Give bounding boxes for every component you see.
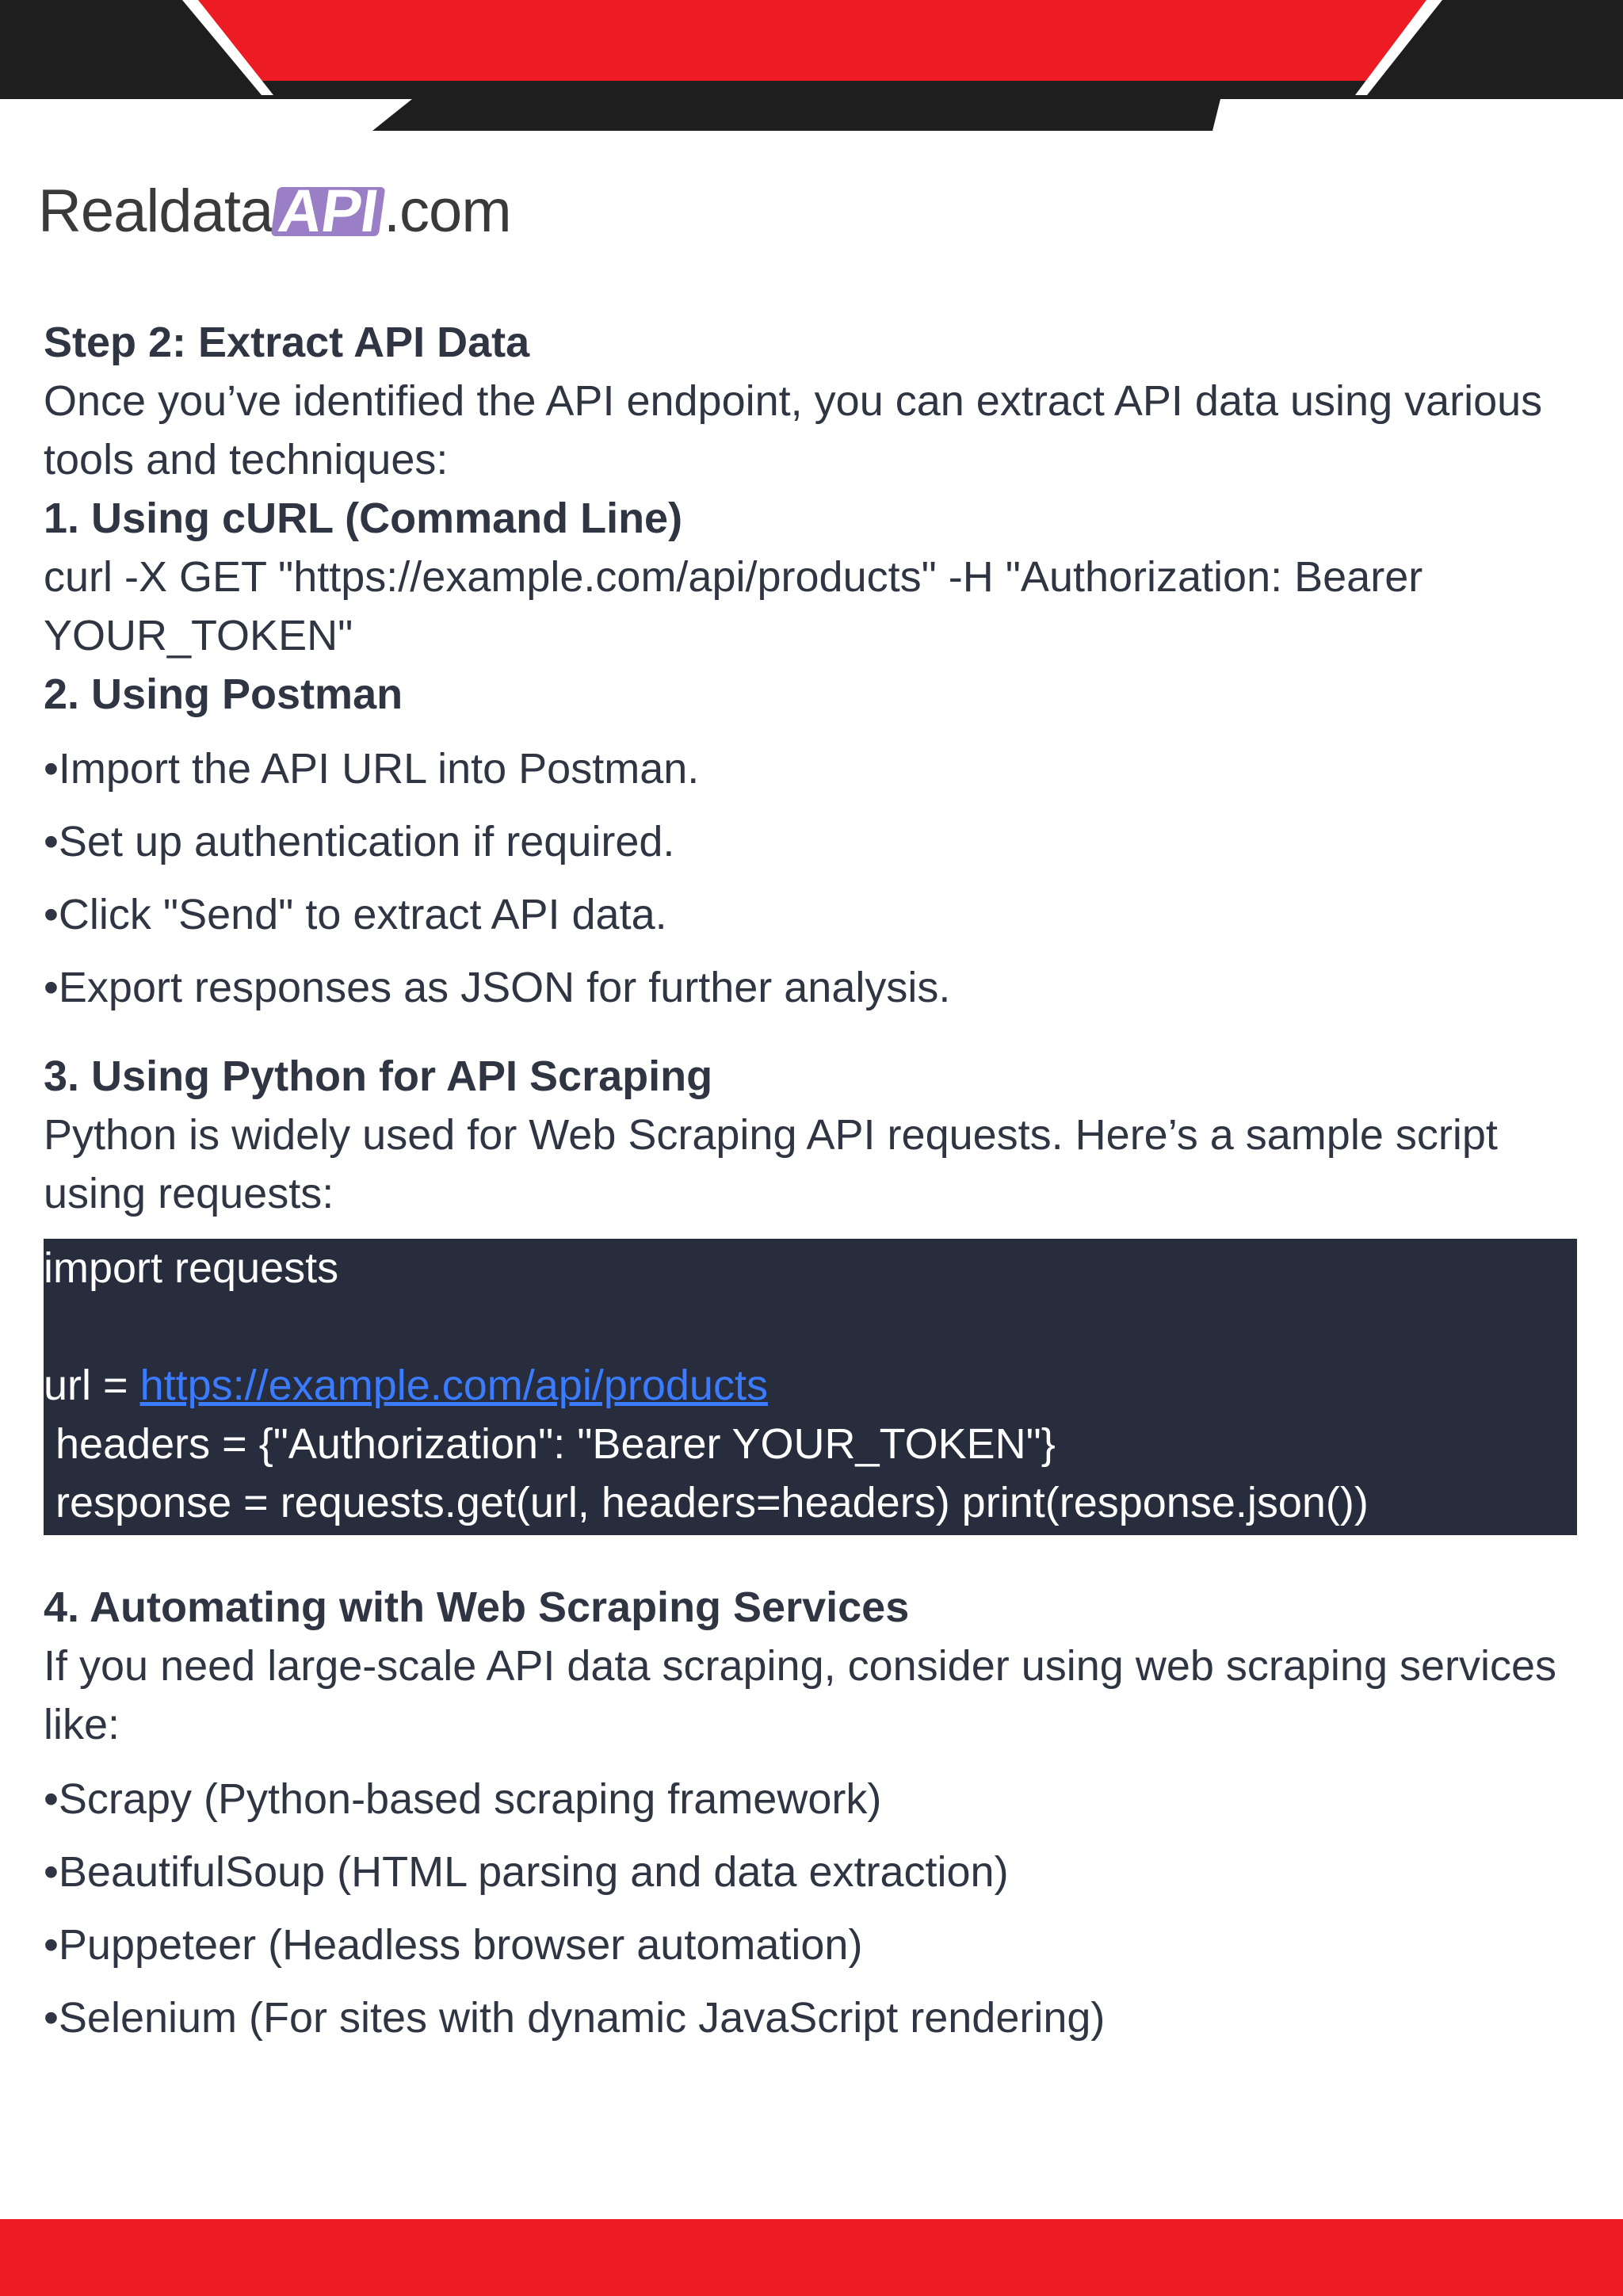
automating-bullet: •Selenium (For sites with dynamic JavaScript rendering) [44,1994,1106,2042]
banner-white-notch-right [1212,99,1623,131]
code-line-headers: headers = {"Authorization": "Bearer YOUR_TOKEN"} [44,1420,1056,1468]
postman-bullet: •Set up authentication if required. [44,818,675,865]
curl-command: curl -X GET "https://example.com/api/products" -H "Authorization: Bearer YOUR_TOKEN" [44,553,1423,659]
banner-white-notch-left [0,99,412,131]
code-block [44,1239,1577,1535]
logo-prefix: Realdata [38,178,273,245]
automating-bullet: •Scrapy (Python-based scraping framework) [44,1775,882,1823]
python-title: 3. Using Python for API Scraping [44,1052,713,1100]
code-url-prefix: url = [44,1362,140,1409]
code-line-blank [44,1297,1577,1356]
automating-intro: If you need large-scale API data scraping, consider using web scraping services like: [44,1642,1557,1748]
bottom-red-bar [0,2219,1623,2296]
code-line-response: response = requests.get(url, headers=headers) print(response.json()) [44,1479,1369,1526]
postman-title: 2. Using Postman [44,670,403,718]
curl-title: 1. Using cURL (Command Line) [44,495,683,542]
code-line-import: import requests [44,1244,339,1292]
step2-intro: Once you’ve identified the API endpoint, you can extract API data using various tools and techniques: [44,377,1543,483]
code-line-url [44,1356,1577,1415]
postman-bullet: •Import the API URL into Postman. [44,745,700,793]
python-intro: Python is widely used for Web Scraping API requests. Here’s a sample script using requests: [44,1111,1498,1217]
automating-bullet: •Puppeteer (Headless browser automation) [44,1921,863,1969]
top-banner [0,0,1623,135]
brand-logo [38,176,511,247]
automating-title: 4. Automating with Web Scraping Services [44,1584,910,1631]
document-body [44,313,1597,2061]
code-url-link[interactable]: https://example.com/api/products [139,1362,768,1409]
postman-bullet: •Export responses as JSON for further analysis. [44,964,951,1011]
logo-suffix: .com [383,178,511,245]
step2-title: Step 2: Extract API Data [44,319,530,366]
banner-red-trapezoid [186,0,1438,81]
automating-bullet: •BeautifulSoup (HTML parsing and data extraction) [44,1848,1009,1896]
logo-api-badge: API [271,187,385,236]
postman-bullet: •Click "Send" to extract API data. [44,891,667,938]
